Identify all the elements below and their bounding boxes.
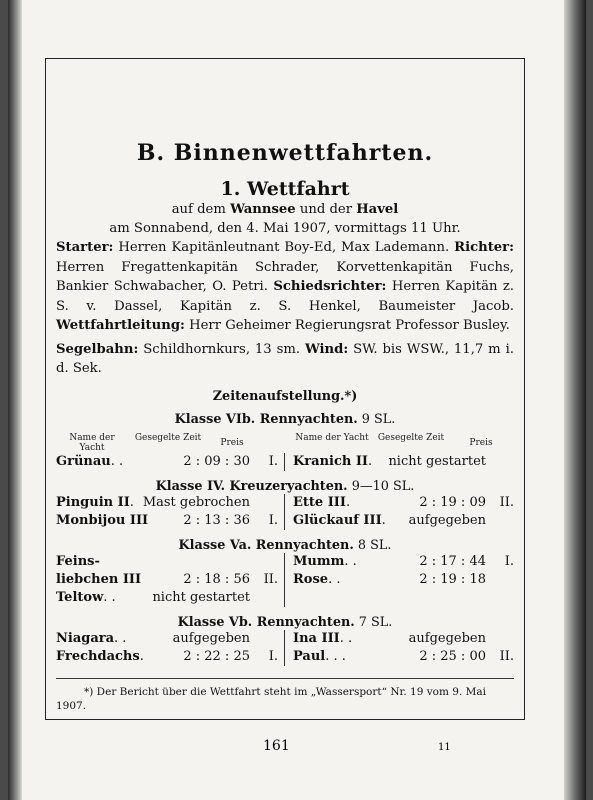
sailed-time: 2 : 18 : 56	[183, 571, 250, 587]
leader-dots: . .	[110, 453, 124, 469]
class-title: Klasse Va. Rennyachten. 8 SL.	[178, 537, 392, 553]
class-results	[56, 453, 514, 471]
prize: I.	[268, 648, 278, 664]
yacht-name: Frechdachs	[56, 648, 140, 664]
sailed-time: 2 : 13 : 36	[183, 512, 250, 528]
sailed-time: aufgegeben	[408, 630, 486, 646]
header-time: Gesegelte Zeit	[377, 432, 445, 443]
venue-wannsee: Wannsee	[230, 202, 296, 217]
result-row	[293, 512, 514, 530]
page-edge	[564, 0, 586, 800]
header-prize: Preis	[469, 437, 493, 448]
leader-dots: .	[129, 494, 134, 510]
result-row	[293, 571, 514, 589]
result-row	[56, 494, 278, 512]
yacht-name: liebchen III	[56, 571, 142, 587]
prize: I.	[504, 553, 514, 569]
class-results	[56, 630, 514, 666]
leader-dots: . .	[103, 589, 116, 605]
result-row	[56, 512, 278, 530]
leader-dots: . .	[328, 571, 341, 587]
result-row	[293, 648, 514, 666]
result-row	[56, 571, 278, 589]
yacht-name: Rose	[293, 571, 329, 587]
yacht-name: Niagara	[56, 630, 115, 646]
section-heading: B. Binnenwettfahrten.	[136, 140, 434, 166]
yacht-name: Mumm	[293, 553, 345, 569]
signature-mark: 11	[438, 742, 451, 753]
result-row	[293, 453, 514, 471]
footnote: *) Der Bericht über die Wettfahrt steht im „Wassersport“ Nr. 19 vom 9. Mai 1907.	[56, 678, 514, 713]
result-row	[293, 494, 514, 512]
header-time: Gesegelte Zeit	[134, 432, 202, 443]
prize: I.	[268, 512, 278, 528]
header-name: Name der Yacht	[295, 432, 369, 443]
sailed-time: nicht gestartet	[388, 453, 486, 469]
date-line: am Sonnabend, den 4. Mai 1907, vormittags 11 Uhr.	[109, 221, 461, 236]
leader-dots: .	[139, 648, 144, 664]
results-title: Zeitenaufstellung.*)	[212, 388, 358, 404]
sailed-time: 2 : 19 : 09	[419, 494, 486, 510]
page-content	[56, 60, 514, 713]
officials-paragraph: Starter: Herren Kapitänleutnant Boy-Ed, Max Lademann. Richter: Herren Fregattenkapitän Schrader, Korvettenkapitän Fuchs, Bankier Schwabacher, O. Petri. Schiedsrichter: Herren Kapitän z. S. v. Dassel, Kapitän z. S. Henkel, Baumeister Jacob. Wettfahrtleitung: Herr Geheimer Regierungsrat Professor Busley.	[56, 240, 514, 333]
class-results	[56, 494, 514, 530]
yacht-name: Ina III	[293, 630, 340, 646]
yacht-name: Kranich II	[293, 453, 369, 469]
sailed-time: 2 : 22 : 25	[183, 648, 250, 664]
yacht-name: Feins-	[56, 553, 100, 569]
column-headers	[56, 427, 514, 453]
class-results	[56, 553, 514, 607]
yacht-name: Paul	[293, 648, 326, 664]
yacht-name: Ette III	[293, 494, 346, 510]
prize: II.	[499, 494, 514, 510]
result-row	[56, 648, 278, 666]
result-row	[56, 553, 278, 571]
prize: II.	[499, 648, 514, 664]
yacht-name: Pinguin II	[56, 494, 130, 510]
header-prize: Preis	[220, 437, 244, 448]
sailed-time: aufgegeben	[408, 512, 486, 528]
result-row	[56, 630, 278, 648]
result-row	[293, 553, 514, 571]
course-paragraph: Segelbahn: Schildhornkurs, 13 sm. Wind: SW. bis WSW., 11,7 m i. d. Sek.	[56, 341, 514, 376]
page-number: 161	[263, 738, 290, 754]
leader-dots: .	[381, 512, 386, 528]
header-name: Name der Yacht	[69, 432, 115, 453]
sailed-time: 2 : 25 : 00	[419, 648, 486, 664]
page-gutter	[8, 0, 22, 800]
yacht-name: Glückauf III	[293, 512, 382, 528]
book-page	[8, 0, 586, 800]
result-row	[56, 453, 278, 471]
prize: II.	[263, 571, 278, 587]
sailed-time: 2 : 09 : 30	[183, 453, 250, 469]
leader-dots: . .	[344, 553, 357, 569]
sailed-time: nicht gestartet	[152, 589, 250, 605]
venue-havel: Havel	[356, 202, 399, 217]
venue-line: auf dem Wannsee und der Havel	[171, 202, 399, 217]
result-row	[56, 589, 278, 607]
leader-dots: .	[368, 453, 373, 469]
leader-dots: .	[345, 494, 351, 510]
class-title: Klasse IV. Kreuzeryachten. 9—10 SL.	[155, 478, 415, 494]
sailed-time: Mast gebrochen	[142, 494, 250, 510]
sailed-time: 2 : 17 : 44	[419, 553, 486, 569]
class-title: Klasse VIb. Rennyachten. 9 SL.	[174, 411, 396, 427]
class-title: Klasse Vb. Rennyachten. 7 SL.	[177, 614, 393, 630]
leader-dots: . . .	[325, 648, 346, 664]
result-row	[293, 630, 514, 648]
yacht-name: Teltow	[56, 589, 104, 605]
sailed-time: aufgegeben	[172, 630, 250, 646]
yacht-name: Grünau	[56, 453, 111, 469]
yacht-name: Monbijou III	[56, 512, 149, 528]
leader-dots: . .	[114, 630, 127, 646]
leader-dots: . .	[339, 630, 353, 646]
race-title: 1. Wettfahrt	[220, 178, 350, 200]
sailed-time: 2 : 19 : 18	[419, 571, 486, 587]
prize: I.	[268, 453, 278, 469]
